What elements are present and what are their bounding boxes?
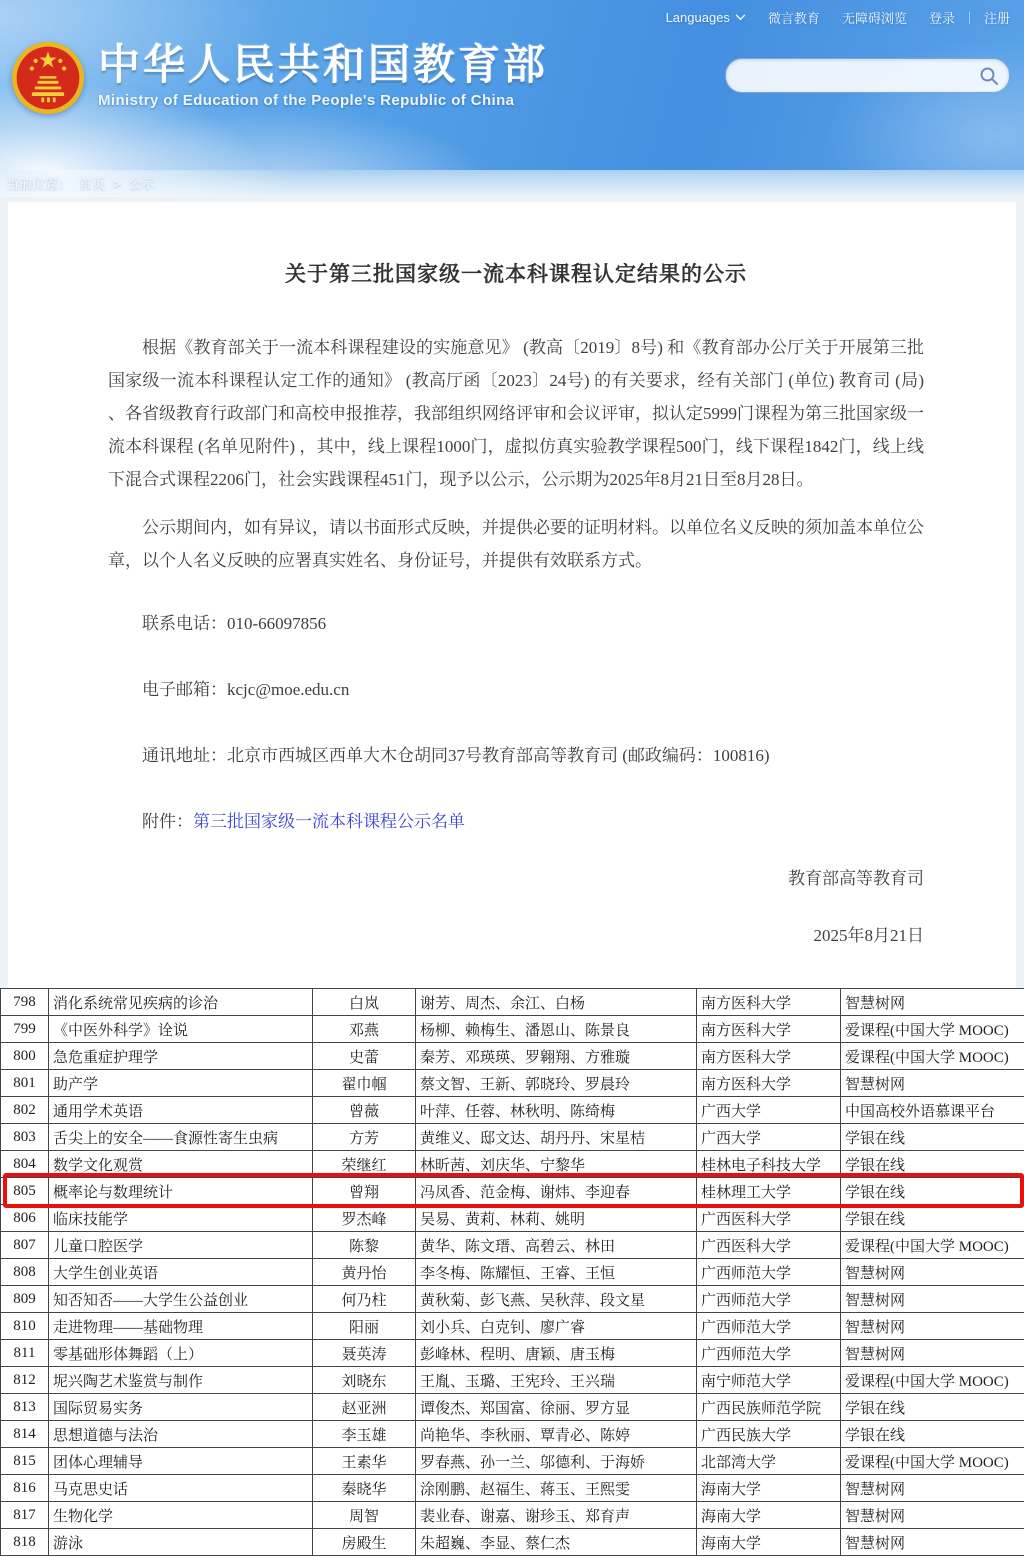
platform: 学银在线 (841, 1178, 1024, 1205)
university: 广西医科大学 (697, 1205, 841, 1232)
table-row (1, 1016, 1024, 1043)
top-nav (666, 8, 1010, 27)
university: 南方医科大学 (697, 1043, 841, 1070)
course-leader: 方芳 (313, 1124, 416, 1151)
university: 广西大学 (697, 1124, 841, 1151)
platform: 学银在线 (841, 1124, 1024, 1151)
course-team: 罗春燕、孙一兰、邬德利、于海娇 (416, 1448, 697, 1475)
course-team: 尚艳华、李秋丽、覃青必、陈婷 (416, 1421, 697, 1448)
platform: 智慧树网 (841, 1529, 1024, 1556)
platform: 智慧树网 (841, 1502, 1024, 1529)
paragraph-objection: 公示期间内，如有异议，请以书面形式反映，并提供必要的证明材料。以单位名义反映的须加盖本单位公章，以个人名义反映的应署真实姓名、身份证号，并提供有效联系方式。 (108, 518, 924, 570)
course-no: 818 (1, 1529, 49, 1556)
course-team: 杨柳、赖梅生、潘恩山、陈景良 (416, 1016, 697, 1043)
course-no: 801 (1, 1070, 49, 1097)
china-national-emblem-logo (10, 40, 86, 116)
breadcrumb-home[interactable]: 首页 (79, 176, 106, 191)
course-name: 消化系统常见疾病的诊治 (49, 989, 313, 1016)
table-row (1, 1367, 1024, 1394)
university: 广西大学 (697, 1097, 841, 1124)
table-row (1, 1232, 1024, 1259)
site-title: 中华人民共和国教育部 (98, 41, 549, 88)
course-leader: 翟巾帼 (313, 1070, 416, 1097)
platform: 智慧树网 (841, 1340, 1024, 1367)
course-name: 概率论与数理统计 (49, 1178, 313, 1205)
course-leader: 房殿生 (313, 1529, 416, 1556)
course-no: 800 (1, 1043, 49, 1070)
platform: 智慧树网 (841, 1475, 1024, 1502)
platform: 爱课程(中国大学 MOOC) (841, 1232, 1024, 1259)
contact-phone: 联系电话：010-66097856 (142, 614, 327, 633)
course-no: 807 (1, 1232, 49, 1259)
table-row (1, 1448, 1024, 1475)
platform: 学银在线 (841, 1394, 1024, 1421)
course-leader: 聂英涛 (313, 1340, 416, 1367)
course-team: 黄华、陈文瑨、高碧云、林田 (416, 1232, 697, 1259)
course-no: 813 (1, 1394, 49, 1421)
course-leader: 罗杰峰 (313, 1205, 416, 1232)
search-input[interactable] (726, 62, 979, 90)
course-team: 吴易、黄莉、林莉、姚明 (416, 1205, 697, 1232)
course-leader: 赵亚洲 (313, 1394, 416, 1421)
course-table-body (1, 989, 1024, 1556)
university: 广西师范大学 (697, 1286, 841, 1313)
university: 桂林理工大学 (697, 1178, 841, 1205)
course-leader: 刘晓东 (313, 1367, 416, 1394)
login-divider: ｜ (962, 11, 976, 26)
table-row (1, 1394, 1024, 1421)
login-link[interactable]: 登录 (928, 11, 955, 26)
breadcrumb-prefix: 当前位置： (6, 176, 72, 191)
platform: 智慧树网 (841, 1070, 1024, 1097)
course-no: 810 (1, 1313, 49, 1340)
search-icon (979, 66, 999, 86)
table-row (1, 1313, 1024, 1340)
course-no: 799 (1, 1016, 49, 1043)
course-no: 804 (1, 1151, 49, 1178)
platform: 学银在线 (841, 1151, 1024, 1178)
table-row (1, 1070, 1024, 1097)
course-name: 临床技能学 (49, 1205, 313, 1232)
paragraph-intro: 根据《教育部关于一流本科课程建设的实施意见》 (教高〔2019〕8号) 和《教育部办公厅关于开展第三批国家级一流本科课程认定工作的通知》 (教高厅函〔2023〕24号) 的有关要求，经有关部门 (单位) 教育司 (局) 、各省级教育行政部门和高校申报推荐，我部组织网络评审和会议评审，拟认定5999门课程为第三批国家级一流本科课程 (名单见附件) ，其中，线上课程1000门，虚拟仿真实验教学课程500门，线下课程1842门，线上线下混合式课程2206门，社会实践课程451门，现予以公示，公示期为2025年8月21日至8月28日。 (108, 338, 924, 489)
table-row (1, 1205, 1024, 1232)
course-team: 蔡文智、王新、郭晓玲、罗晨玲 (416, 1070, 697, 1097)
platform: 学银在线 (841, 1205, 1024, 1232)
platform: 智慧树网 (841, 1286, 1024, 1313)
course-name: 游泳 (49, 1529, 313, 1556)
course-name: 助产学 (49, 1070, 313, 1097)
contact-email: 电子邮箱：kcjc@moe.edu.cn (142, 680, 350, 699)
course-name: 马克思史话 (49, 1475, 313, 1502)
course-leader: 史蕾 (313, 1043, 416, 1070)
university: 南方医科大学 (697, 1070, 841, 1097)
table-row (1, 1529, 1024, 1556)
course-name: 知否知否——大学生公益创业 (49, 1286, 313, 1313)
contact-address: 通讯地址：北京市西城区西单大木仓胡同37号教育部高等教育司 (邮政编码：100816) (142, 746, 770, 765)
course-leader: 陈黎 (313, 1232, 416, 1259)
course-no: 798 (1, 989, 49, 1016)
site-subtitle: Ministry of Education of the People's Republic of China (98, 92, 515, 109)
course-team: 涂刚鹏、赵福生、蒋玉、王熙雯 (416, 1475, 697, 1502)
university: 广西医科大学 (697, 1232, 841, 1259)
course-no: 815 (1, 1448, 49, 1475)
university: 广西师范大学 (697, 1313, 841, 1340)
register-link[interactable]: 注册 (983, 11, 1010, 26)
table-row (1, 1502, 1024, 1529)
course-team: 朱超巍、李显、蔡仁杰 (416, 1529, 697, 1556)
search-box (725, 58, 1010, 93)
university: 广西师范大学 (697, 1340, 841, 1367)
course-leader: 周智 (313, 1502, 416, 1529)
table-row (1, 1124, 1024, 1151)
attachment-label: 附件： (142, 812, 193, 831)
course-name: 思想道德与法治 (49, 1421, 313, 1448)
course-team: 裴业春、谢嘉、谢珍玉、郑育声 (416, 1502, 697, 1529)
nav-link-accessibility[interactable]: 无障碍浏览 (841, 11, 907, 26)
course-leader: 曾翔 (313, 1178, 416, 1205)
table-row (1, 1340, 1024, 1367)
course-no: 808 (1, 1259, 49, 1286)
table-row-highlighted (1, 1178, 1024, 1205)
course-name: 大学生创业英语 (49, 1259, 313, 1286)
page-title: 关于第三批国家级一流本科课程认定结果的公示 (285, 262, 747, 286)
languages-label: Languages (665, 10, 730, 25)
university: 广西民族大学 (697, 1421, 841, 1448)
chevron-down-icon (735, 14, 746, 21)
table-row (1, 1421, 1024, 1448)
course-team: 黄秋菊、彭飞燕、吴秋萍、段文星 (416, 1286, 697, 1313)
course-name: 《中医外科学》诠说 (49, 1016, 313, 1043)
course-team: 刘小兵、白克钊、廖广睿 (416, 1313, 697, 1340)
announcement-document (8, 202, 1016, 988)
course-leader: 秦晓华 (313, 1475, 416, 1502)
course-team: 冯凤香、范金梅、谢炜、李迎春 (416, 1178, 697, 1205)
course-name: 儿童口腔医学 (49, 1232, 313, 1259)
breadcrumb-current[interactable]: 公示 (128, 176, 155, 191)
university: 海南大学 (697, 1502, 841, 1529)
course-table (0, 988, 1024, 1558)
university: 北部湾大学 (697, 1448, 841, 1475)
course-team: 彭峰林、程明、唐颖、唐玉梅 (416, 1340, 697, 1367)
course-team: 谭俊杰、郑国富、徐丽、罗方显 (416, 1394, 697, 1421)
course-leader: 何乃柱 (313, 1286, 416, 1313)
course-name: 走进物理——基础物理 (49, 1313, 313, 1340)
course-name: 坭兴陶艺术鉴赏与制作 (49, 1367, 313, 1394)
signature: 教育部高等教育司 (788, 869, 924, 888)
platform: 智慧树网 (841, 989, 1024, 1016)
university: 南方医科大学 (697, 989, 841, 1016)
course-no: 814 (1, 1421, 49, 1448)
attachment-link[interactable]: 第三批国家级一流本科课程公示名单 (193, 812, 465, 831)
table-row (1, 1259, 1024, 1286)
course-leader: 王素华 (313, 1448, 416, 1475)
university: 广西民族师范学院 (697, 1394, 841, 1421)
date: 2025年8月21日 (813, 926, 924, 945)
course-leader: 李玉雄 (313, 1421, 416, 1448)
course-leader: 曾薇 (313, 1097, 416, 1124)
course-no: 812 (1, 1367, 49, 1394)
platform: 智慧树网 (841, 1313, 1024, 1340)
course-no: 802 (1, 1097, 49, 1124)
brand (10, 40, 548, 116)
table-row (1, 1475, 1024, 1502)
university: 南方医科大学 (697, 1016, 841, 1043)
table-row (1, 1286, 1024, 1313)
breadcrumb (0, 170, 1024, 197)
platform: 爱课程(中国大学 MOOC) (841, 1043, 1024, 1070)
table-row (1, 1097, 1024, 1124)
brand-text (98, 40, 548, 109)
table-row (1, 1151, 1024, 1178)
course-no: 806 (1, 1205, 49, 1232)
course-name: 零基础形体舞蹈（上） (49, 1340, 313, 1367)
course-leader: 荣继红 (313, 1151, 416, 1178)
table-row (1, 1043, 1024, 1070)
course-no: 805 (1, 1178, 49, 1205)
course-name: 生物化学 (49, 1502, 313, 1529)
course-team: 叶萍、任蓉、林秋明、陈绮梅 (416, 1097, 697, 1124)
university: 海南大学 (697, 1475, 841, 1502)
site-header (0, 0, 1024, 170)
course-name: 数学文化观赏 (49, 1151, 313, 1178)
breadcrumb-bar (0, 170, 1024, 197)
login-group (929, 8, 1010, 27)
platform: 智慧树网 (841, 1259, 1024, 1286)
platform: 学银在线 (841, 1421, 1024, 1448)
course-leader: 黄丹怡 (313, 1259, 416, 1286)
course-name: 国际贸易实务 (49, 1394, 313, 1421)
course-no: 817 (1, 1502, 49, 1529)
platform: 中国高校外语慕课平台 (841, 1097, 1024, 1124)
course-no: 816 (1, 1475, 49, 1502)
search-button[interactable] (979, 66, 1009, 86)
university: 南宁师范大学 (697, 1367, 841, 1394)
course-name: 舌尖上的安全——食源性寄生虫病 (49, 1124, 313, 1151)
course-team: 黄维义、邸文达、胡丹丹、宋星桔 (416, 1124, 697, 1151)
course-team: 李冬梅、陈耀恒、王睿、王恒 (416, 1259, 697, 1286)
attachment-line (108, 805, 924, 838)
course-name: 团体心理辅导 (49, 1448, 313, 1475)
languages-menu[interactable] (666, 10, 746, 25)
course-leader: 邓燕 (313, 1016, 416, 1043)
course-name: 急危重症护理学 (49, 1043, 313, 1070)
breadcrumb-separator: > (113, 176, 121, 191)
university: 广西师范大学 (697, 1259, 841, 1286)
course-team: 谢芳、周杰、余江、白杨 (416, 989, 697, 1016)
university: 桂林电子科技大学 (697, 1151, 841, 1178)
course-team: 林昕茜、刘庆华、宁黎华 (416, 1151, 697, 1178)
university: 海南大学 (697, 1529, 841, 1556)
course-no: 811 (1, 1340, 49, 1367)
course-no: 803 (1, 1124, 49, 1151)
course-name: 通用学术英语 (49, 1097, 313, 1124)
course-no: 809 (1, 1286, 49, 1313)
table-row (1, 989, 1024, 1016)
course-team: 秦芳、邓瑛瑛、罗翱翔、方雅璇 (416, 1043, 697, 1070)
course-team: 王胤、玉璐、王宪玲、王兴瑞 (416, 1367, 697, 1394)
platform: 爱课程(中国大学 MOOC) (841, 1016, 1024, 1043)
nav-link-weiyan[interactable]: 微言教育 (767, 11, 820, 26)
platform: 爱课程(中国大学 MOOC) (841, 1448, 1024, 1475)
course-leader: 阳丽 (313, 1313, 416, 1340)
course-leader: 白岚 (313, 989, 416, 1016)
platform: 爱课程(中国大学 MOOC) (841, 1367, 1024, 1394)
